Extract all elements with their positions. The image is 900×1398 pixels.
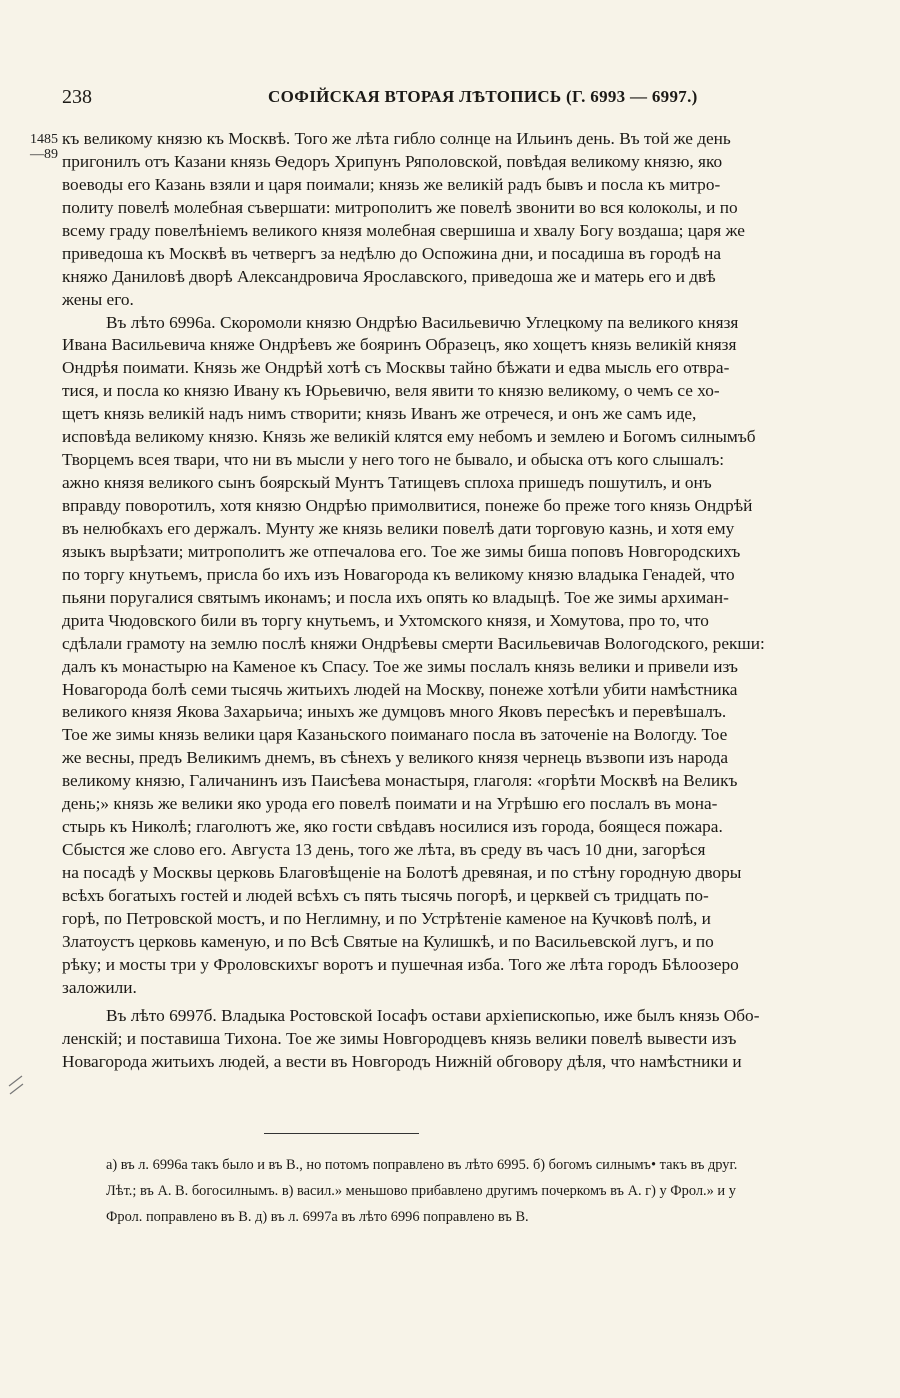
footnotes — [106, 1152, 896, 1230]
text-line: языкъ вырѣзати; митрополитъ же отпечаловa его. Тое же зимы биша поповъ Новгородскихъ — [62, 541, 741, 561]
handwritten-margin-mark — [6, 1066, 26, 1110]
text-line: горѣ, по Петровской мостъ, и по Неглимну, и по Устрѣтеніе каменое на Кучковѣ полѣ, и — [62, 908, 711, 928]
text-line: великому князю, Галичанинъ изъ Паисѣева монастыря, глаголя: «горѣти Москвѣ на Великъ — [62, 771, 738, 791]
footnote-line: Фрол. поправлено въ В. д) въ л. 6997а въ лѣто 6996 поправлено въ В. — [106, 1209, 529, 1225]
text-line: вправду поворотилъ, хотя князю Ондрѣю примолвитися, понеже бо преже того князь Ондрѣй — [62, 496, 753, 515]
text-line: исповѣда великому князю. Князь же великій клятся ему небомъ и землею и Богомъ силнымъб — [62, 427, 756, 447]
text-line: рѣку; и мосты три у Фроловскихъг воротъ и пушечная изба. Того же лѣта городъ Бѣлоозеро — [62, 954, 739, 974]
text-line: воеводы его Казань взяли и царя поимали; князь же великій радъ бывъ и посла къ митро- — [62, 174, 721, 194]
text-line: щетъ князь великій надъ нимъ створити; князь Иванъ же отречеся, и онъ же самъ иде, — [62, 404, 697, 424]
text-line: на посадѣ у Москвы церковь Благовѣщеніе на Болотѣ древяная, и по стѣну городную дворы — [62, 863, 742, 882]
text-line: тися, и посла ко князю Ивану къ Юрьевичю, веля явити то князю великому, о чемъ се хо- — [62, 381, 720, 401]
text-line: сдѣлали грамоту на землю послѣ княжи Ондрѣевы смерти Васильевичав Вологодского, рекши: — [62, 633, 765, 653]
margin-line-number: —89 — [30, 147, 58, 162]
page-number: 238 — [62, 86, 92, 108]
text-line: Тое же зимы князь велики царя Казаньского поиманаго посла въ заточеніе на Вологду. Тое — [62, 725, 728, 745]
text-line: Сбыстся же слово его. Августа 13 день, того же лѣта, въ среду въ часъ 10 дни, загорѣся — [62, 840, 706, 860]
text-line: пригонилъ отъ Казани князь Ѳедоръ Хрипунъ Ряполовской, повѣдая великому князю, яко — [62, 151, 723, 171]
text-line: же весны, предъ Великимъ днемъ, въ сѣнехъ у великого князя чернець възвопи изъ народа — [62, 748, 729, 768]
text-line: Творцемъ всея твари, что ни въ мысли у него того не бывало, и обыска отъ кого слышалъ: — [62, 450, 725, 470]
text-line: пьяни поругалися святымъ иконамъ; и посла ихъ опять ко владыцѣ. Тое же зимы архиман- — [62, 587, 729, 607]
text-line-paragraph-start: Въ лѣто 6996а. Скоромоли князю Ондрѣю Васильевичю Углецкому па великого князя — [106, 312, 739, 332]
text-line: жены его. — [62, 289, 134, 309]
chronicle-text — [62, 128, 862, 1073]
text-line: по торгу кнутьемъ, присла бо ихъ изъ Новагорода къ великому князю владыка Генадей, что — [62, 564, 735, 584]
text-line: Новагорода болѣ семи тысячь житьихъ людей на Москву, понеже хотѣли убити намѣстника — [62, 679, 738, 699]
running-head: СОФІЙСКАЯ ВТОРАЯ ЛѢТОПИСЬ (Г. 6993 — 6997.) — [268, 87, 698, 106]
text-line: всему граду повелѣніемъ великого князя молебная свершиша и хвалу Богу воздаша; царя же — [62, 220, 745, 240]
footnote-line: Лѣт.; въ А. В. богосилнымъ. в) васил.» меньшово прибавлено другимъ почеркомъ въ А. г) у Фрол.» и у — [106, 1183, 736, 1199]
text-line: заложили. — [62, 977, 137, 997]
footnote-line: а) въ л. 6996а такъ было и въ В., но потомъ поправлено въ лѣто 6995. б) богомъ силнымъ• такъ въ друг. — [106, 1157, 738, 1173]
text-line: княжо Даниловѣ дворѣ Александровича Ярославского, приведоша же и матерь его и двѣ — [62, 266, 716, 286]
text-line: политу повелѣ молебная съвершати: митрополитъ же повелѣ звонити во вся колоколы, и по — [62, 197, 738, 217]
margin-year-range: 1485 — [30, 132, 58, 147]
text-line: день;» князь же велики яко урода его повелѣ поимати и на Угрѣшю его послалъ въ мона- — [62, 794, 718, 814]
footnote-rule — [264, 1133, 419, 1134]
text-line: Златоустъ церковь каменую, и по Всѣ Святые на Кулишкѣ, и по Васильевской лугъ, и по — [62, 931, 714, 951]
text-line: стырь къ Николѣ; глаголютъ же, яко гости свѣдавъ носилися изъ города, боящеся пожара. — [62, 817, 723, 837]
page-header — [62, 86, 862, 116]
text-line: Ивана Васильевича княже Ондрѣевъ же бояринъ Образецъ, яко хощетъ князь великій князя — [62, 335, 737, 355]
text-line: ажно князя великого сынъ боярскый Мунтъ Татищевъ сплоха пришедъ пошутилъ, и онъ — [62, 473, 712, 493]
text-line: въ нелюбкахъ его держалъ. Мунту же князь велики повелѣ дати торговую казнь, и хотя ему — [62, 518, 735, 538]
text-line: приведоша къ Москвѣ въ четвергъ за недѣлю до Оспожина дни, и посадиша въ городѣ на — [62, 243, 722, 263]
text-line: всѣхъ богатыхъ гостей и людей всѣхъ съ пять тысячь погорѣ, и церквей съ тридцать по- — [62, 885, 709, 905]
text-line: Новагорода житьихъ людей, а вести въ Новгородъ Нижній обговору дѣля, что намѣстники и — [62, 1051, 742, 1071]
text-line: великого князя Якова Захарьича; иныхъ же думцовъ много Яковъ пересѣкъ и перевѣшалъ. — [62, 702, 727, 722]
text-line: Ондрѣя поимати. Князь же Ондрѣй хотѣ съ Москвы тайно бѣжати и едва мысль его отвра- — [62, 358, 730, 378]
text-line-paragraph-start: Въ лѣто 6997б. Владыка Ростовской Іосафъ остави архіепископью, иже былъ князь Обо- — [106, 1005, 760, 1025]
text-line: къ великому князю къ Москвѣ. Того же лѣта гибло солнце на Ильинъ день. Въ той же день — [62, 129, 731, 148]
text-line: дрита Чюдовского били въ торгу кнутьемъ, и Ухтомского князя, и Хомутова, про то, что — [62, 610, 709, 630]
text-line: ленскій; и поставиша Тихона. Тое же зимы Новгородцевъ князь велики повелѣ вывести изъ — [62, 1028, 737, 1048]
text-line: далъ къ монастырю на Каменое къ Спасу. Тое же зимы послалъ князь велики и привели изъ — [62, 656, 738, 676]
